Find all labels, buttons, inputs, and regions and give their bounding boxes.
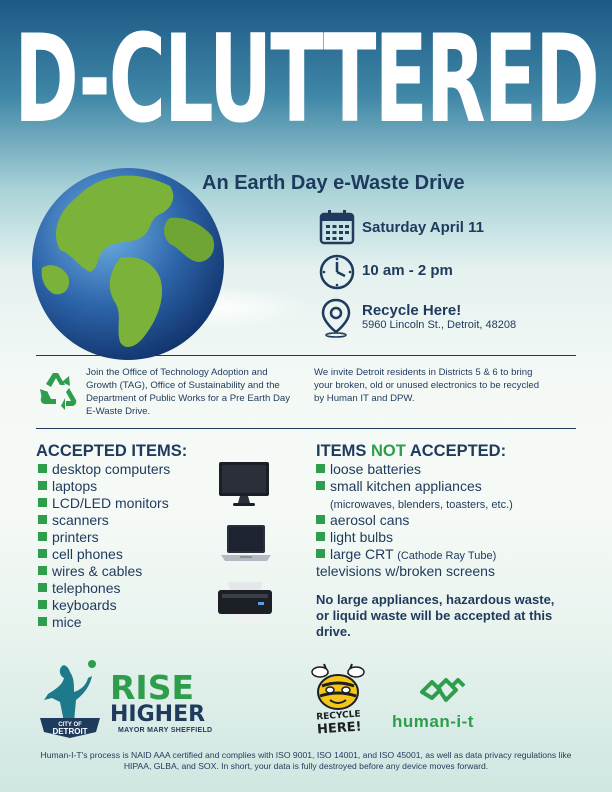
list-item: loose batteries <box>316 461 513 478</box>
headline: D-CLUTTERED <box>14 10 598 151</box>
here-text: HERE! <box>316 719 363 738</box>
list-item-note: (microwaves, blenders, toasters, etc.) <box>330 499 513 511</box>
list-item: large CRT (Cathode Ray Tube) <box>316 546 513 563</box>
list-item: televisions w/broken screens <box>316 563 495 579</box>
subtitle: An Earth Day e-Waste Drive <box>202 172 465 194</box>
divider-top <box>36 355 576 356</box>
list-item: scanners <box>38 512 170 529</box>
not-accepted-heading-not: NOT <box>371 442 406 460</box>
recycle-here-logo <box>309 709 369 738</box>
list-item: aerosol cans <box>316 512 513 529</box>
recycle-text: RECYCLE <box>315 709 361 723</box>
list-item: printers <box>38 529 170 546</box>
detroit-text: DETROIT <box>52 727 88 736</box>
list-item: wires & cables <box>38 563 170 580</box>
accepted-heading: ACCEPTED ITEMS: <box>36 442 188 460</box>
mayor-text: MAYOR MARY SHEFFIELD <box>118 727 213 734</box>
list-item: desktop computers <box>38 461 170 478</box>
list-item: small kitchen appliances <box>316 478 513 495</box>
list-item: mice <box>38 614 170 631</box>
monitor-icon <box>216 460 272 508</box>
list-item: keyboards <box>38 597 170 614</box>
recycle-icon <box>36 370 80 412</box>
human-i-t-logo-icon <box>416 672 468 706</box>
rise-text: RISE <box>110 668 194 707</box>
bee-icon <box>308 660 368 712</box>
printer-icon <box>214 578 276 624</box>
list-item: telephones <box>38 580 170 597</box>
calendar-icon <box>318 208 356 246</box>
divider-bottom <box>36 428 576 429</box>
not-accepted-heading-post: ACCEPTED: <box>405 442 507 460</box>
event-date: Saturday April 11 <box>362 219 484 236</box>
intro-right: We invite Detroit residents in Districts 5 & 6 to bring your broken, old or unused electronics to be recycled by Human IT and DPW. <box>314 367 540 404</box>
event-venue: Recycle Here! <box>362 302 462 319</box>
warning-text: No large appliances, hazardous waste, or liquid waste will be accepted at this drive. <box>316 592 555 639</box>
clock-icon <box>318 253 356 291</box>
event-time: 10 am - 2 pm <box>362 262 453 279</box>
city-of-text: CITY OF <box>58 722 82 728</box>
footer-disclaimer: Human-I-T's process is NAID AAA certified and complies with ISO 9001, ISO 14001, and ISO 45001, as well as data privacy regulations like HIPAA, GLBA, and SOX. In short, your data is fully destroyed before any device moves forward. <box>40 750 572 771</box>
not-accepted-list <box>316 461 513 580</box>
laptop-icon <box>218 522 274 566</box>
list-item: light bulbs <box>316 529 513 546</box>
human-i-t-text: human-i-t <box>392 712 474 731</box>
higher-text: HIGHER <box>110 702 206 727</box>
city-of-detroit-logo <box>34 656 106 740</box>
list-item: laptops <box>38 478 170 495</box>
not-accepted-heading-pre: ITEMS <box>316 442 372 460</box>
list-item: LCD/LED monitors <box>38 495 170 512</box>
list-item: cell phones <box>38 546 170 563</box>
location-pin-icon <box>320 298 352 338</box>
intro-left: Join the Office of Technology Adoption and Growth (TAG), Office of Sustainability and the Department of Public Works for a Pre Earth Day E-Waste Drive. <box>86 367 291 417</box>
event-address: 5960 Lincoln St., Detroit, 48208 <box>362 319 517 331</box>
not-accepted-heading <box>316 442 506 461</box>
accepted-list <box>38 461 170 631</box>
